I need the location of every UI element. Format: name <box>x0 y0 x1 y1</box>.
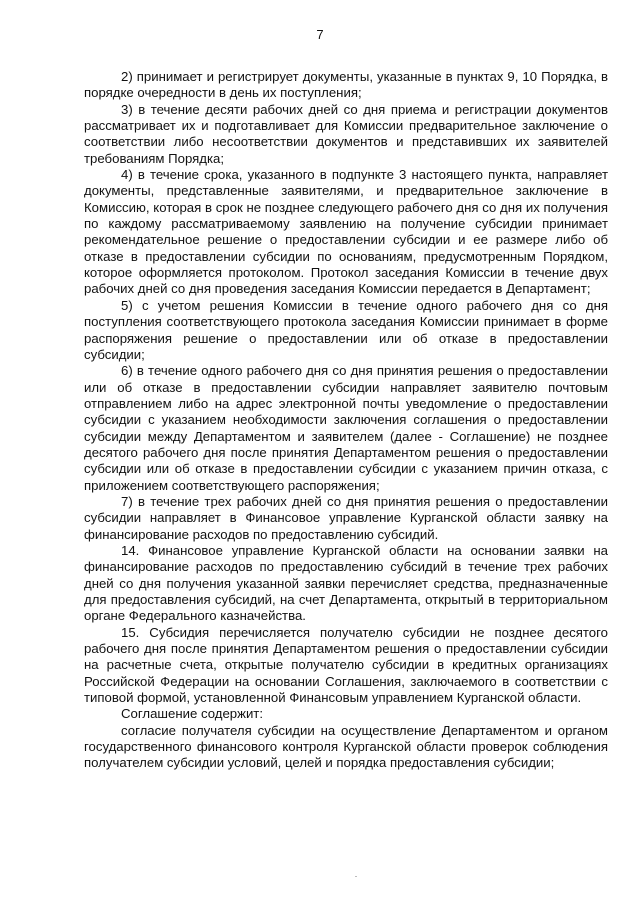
paragraph-agreement-consent: согласие получателя субсидии на осуществление Департаментом и органом государственного финансового контроля Курганской области проверок соблюдения получателем субсидии условий, целей и порядка предоставления субсидии; <box>84 722 608 771</box>
paragraph-item-2: 2) принимает и регистрирует документы, указанные в пунктах 9, 10 Порядка, в порядке очередности в день их поступления; <box>84 69 608 101</box>
paragraph-item-3: 3) в течение десяти рабочих дней со дня приема и регистрации документов рассматривает их и подготавливает для Комиссии предварительное заключение о соответствии либо несоответствии документов и представивших их заявителей требованиям Порядка; <box>84 101 608 166</box>
paragraph-clause-14: 14. Финансовое управление Курганской области на основании заявки на финансирование расходов по предоставлению субсидий в течение трех рабочих дней со дня получения указанной заявки перечисляет средства, предназначенные для предоставления субсидий, на счет Департамента, открытый в территориальном органе Федерального казначейства. <box>84 542 608 624</box>
paragraph-item-7: 7) в течение трех рабочих дней со дня принятия решения о предоставлении субсидии направляет в Финансовое управление Курганской области заявку на финансирование расходов по предоставлению субсидий. <box>84 493 608 542</box>
paragraph-agreement-intro: Соглашение содержит: <box>121 706 264 722</box>
paragraph-item-6: 6) в течение одного рабочего дня со дня принятия решения о предоставлении или об отказе в предоставлении субсидии направляет заявителю почтовым отправлением либо на адрес электронной почты уведомление о предоставлении субсидии с указанием необходимости заключения соглашения о предоставлении субсидии между Департаментом и заявителем (далее - Соглашение) не позднее десятого рабочего дня после принятия Департаментом решения о предоставлении субсидии или об отказе в предоставлении субсидии с указанием причин отказа, с приложением соответствующего распоряжения; <box>84 363 608 493</box>
paragraph-clause-15: 15. Субсидия перечисляется получателю субсидии не позднее десятого рабочего дня после принятия Департаментом решения о предоставлении субсидии на расчетные счета, открытые получателю субсидии в кредитных организациях Российской Федерации на основании Соглашения, заключаемого в соответствии с типовой формой, установленной Финансовым управлением Курганской области. <box>84 624 608 706</box>
document-body <box>84 69 608 772</box>
paragraph-item-4: 4) в течение срока, указанного в подпункте 3 настоящего пункта, направляет документы, представленные заявителями, и предварительное заключение в Комиссию, которая в срок не позднее следующего рабочего дня со дня их получения по каждому рассматриваемому заявлению на получение субсидии принимает рекомендательное решение о предоставлении субсидии и ее размере либо об отказе в предоставлении субсидии по основаниям, предусмотренным Порядком, которое оформляется протоколом. Протокол заседания Комиссии в течение двух рабочих дней со дня проведения заседания Комиссии передается в Департамент; <box>84 167 608 297</box>
scan-speck <box>355 876 357 877</box>
paragraph-item-5: 5) с учетом решения Комиссии в течение одного рабочего дня со дня поступления соответствующего протокола заседания Комиссии принимает в форме распоряжения решение о предоставлении или об отказе в предоставлении субсидии; <box>84 297 608 362</box>
page-number: 7 <box>316 27 324 42</box>
